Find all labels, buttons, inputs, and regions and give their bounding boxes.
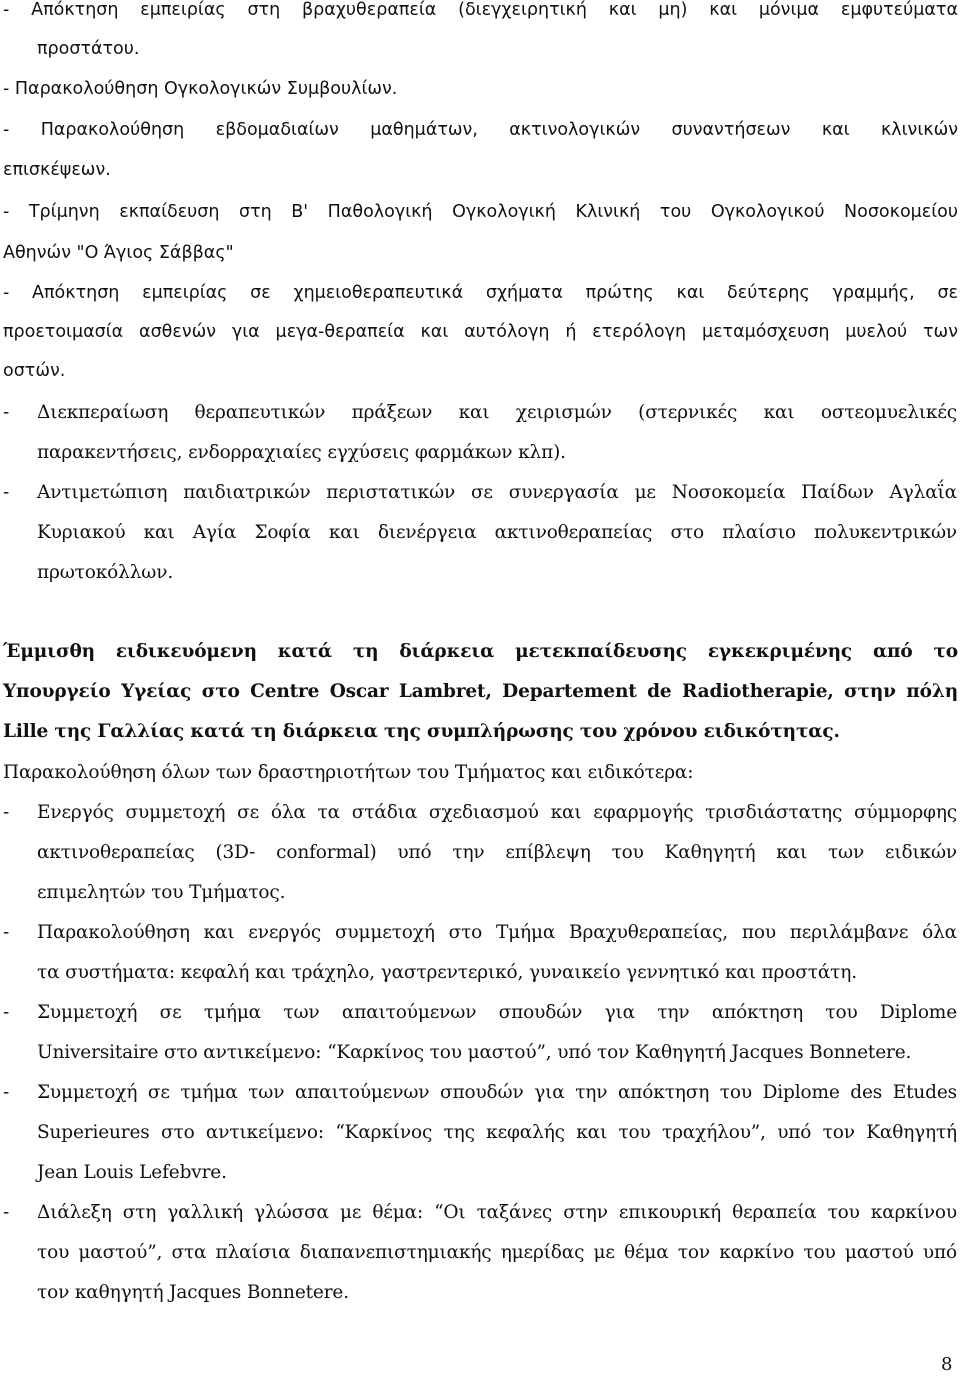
section-heading: Lille της Γαλλίας κατά τη διάρκεια της συμπλήρωσης του χρόνου ειδικότητας. — [3, 721, 840, 742]
list-item-text: Συμμετοχή σε τμήμα των απαιτούμενων σπουδών για την απόκτηση του Diplome — [37, 1002, 957, 1023]
list-item-text: Superieures στο αντικείμενο: “Καρκίνος της κεφαλής και του τραχήλου”, υπό τον Καθηγητή — [37, 1122, 957, 1143]
list-item-text: Κυριακού και Αγία Σοφία και διενέργεια ακτινοθεραπείας στο πλαίσιο πολυκεντρικών — [37, 522, 957, 543]
list-item-text: προστάτου. — [37, 39, 140, 59]
list-item-text: - Παρακολούθηση εβδομαδιαίων μαθημάτων, ακτινολογικών συναντήσεων και κλινικών — [3, 120, 958, 140]
list-item-text: τον καθηγητή Jacques Bonnetere. — [37, 1282, 349, 1303]
list-item-text: Διεκπεραίωση θεραπευτικών πράξεων και χειρισμών (στερνικές και οστεομυελικές — [37, 402, 957, 423]
list-item-text: - Τρίμηνη εκπαίδευση στη Β' Παθολογική Ογκολογική Κλινική του Ογκολογικού Νοσοκομείου — [3, 202, 958, 222]
list-item-text: Jean Louis Lefebvre. — [37, 1162, 227, 1183]
list-item-text: - Παρακολούθηση Ογκολογικών Συμβουλίων. — [3, 79, 398, 99]
list-dash: - — [3, 922, 10, 943]
list-item-text: - Απόκτηση εμπειρίας σε χημειοθεραπευτικά σχήματα πρώτης και δεύτερης γραμμής, σε — [3, 283, 958, 303]
list-item-text: ακτινοθεραπείας (3D- conformal) υπό την επίβλεψη του Καθηγητή και των ειδικών — [37, 842, 957, 863]
list-item-text: Διάλεξη στη γαλλική γλώσσα με θέμα: “Οι ταξάνες στην επικουρική θεραπεία του καρκίνου — [37, 1202, 957, 1223]
list-item-text: παρακεντήσεις, ενδορραχιαίες εγχύσεις φαρμάκων κλπ). — [37, 442, 566, 463]
list-item-text: επιμελητών του Τμήματος. — [37, 882, 286, 903]
list-item-text: προετοιμασία ασθενών για μεγα-θεραπεία και αυτόλογη ή ετερόλογη μεταμόσχευση μυελού των — [3, 322, 958, 342]
list-item-text: Ενεργός συμμετοχή σε όλα τα στάδια σχεδιασμού και εφαρμογής τρισδιάστατης σύμμορφης — [37, 802, 957, 823]
list-item-text: Παρακολούθηση και ενεργός συμμετοχή στο Τμήμα Βραχυθεραπείας, που περιλάμβανε όλα — [37, 922, 957, 943]
list-item-text: Συμμετοχή σε τμήμα των απαιτούμενων σπουδών για την απόκτηση του Diplome des Etudes — [37, 1082, 957, 1103]
list-dash: - — [3, 802, 10, 823]
list-dash: - — [3, 1202, 10, 1223]
list-item-text: οστών. — [3, 361, 66, 381]
section-heading: Υπουργείο Υγείας στο Centre Oscar Lambret, Departement de Radiotherapie, στην πόλη — [3, 681, 958, 702]
section-heading: Έμμισθη ειδικευόμενη κατά τη διάρκεια μετεκπαίδευσης εγκεκριμένης από το — [3, 641, 958, 662]
list-item-text: πρωτοκόλλων. — [37, 562, 174, 583]
list-item-text: - Απόκτηση εμπειρίας στη βραχυθεραπεία (διεγχειρητική και μη) και μόνιμα εμφυτεύματα — [3, 0, 958, 20]
list-dash: - — [3, 482, 10, 503]
list-item-text: του μαστού”, στα πλαίσια διαπανεπιστημιακής ημερίδας με θέμα τον καρκίνο του μαστού υπό — [37, 1242, 957, 1263]
list-dash: - — [3, 1082, 10, 1103]
list-dash: - — [3, 402, 10, 423]
list-item-text: Αθηνών "Ο Άγιος Σάββας" — [3, 243, 234, 263]
page-number: 8 — [941, 1354, 953, 1375]
list-dash: - — [3, 1002, 10, 1023]
list-item-text: επισκέψεων. — [3, 160, 111, 180]
intro-paragraph: Παρακολούθηση όλων των δραστηριοτήτων του Τμήματος και ειδικότερα: — [3, 762, 694, 783]
list-item-text: Αντιμετώπιση παιδιατρικών περιστατικών σε συνεργασία με Νοσοκομεία Παίδων Αγλαΐα — [37, 482, 957, 503]
list-item-text: τα συστήματα: κεφαλή και τράχηλο, γαστρεντερικό, γυναικείο γεννητικό και προστάτη. — [37, 962, 857, 983]
list-item-text: Universitaire στο αντικείμενο: “Καρκίνος του μαστού”, υπό τον Καθηγητή Jacques Bonnetere. — [37, 1042, 912, 1063]
